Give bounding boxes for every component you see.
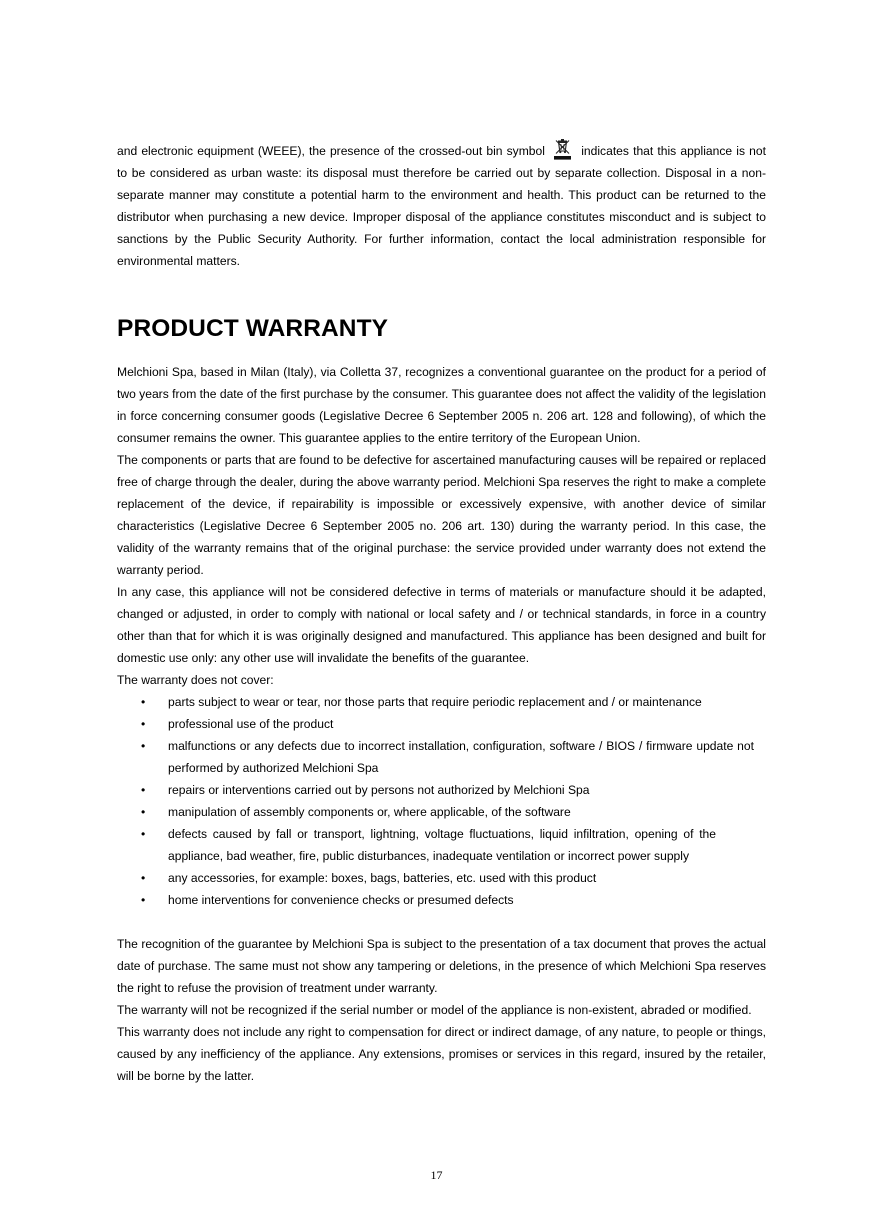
warranty-paragraph-3: In any case, this appliance will not be considered defective in terms of materials or manufacture should it be adapted, changed or adjusted, in order to comply with national or local safety and / or technical standards, in force in a country other than that for which it is was originally designed and manufactured. This appliance has been designed and built for domestic use only: any other use will invalidate the benefits of the guarantee. [117,585,766,665]
exclusions-list [117,691,766,911]
bullet-icon: • [141,783,146,797]
page-number: 17 [430,1168,443,1182]
paragraph-spacer [117,911,766,933]
warranty-not-cover-intro: The warranty does not cover: [117,673,274,687]
bullet-icon: • [141,827,146,841]
list-item: • repairs or interventions carried out by persons not authorized by Melchioni Spa [117,779,766,801]
list-item: • defects caused by fall or transport, lightning, voltage fluctuations, liquid infiltration, opening of the appliance, bad weather, fire, public disturbances, inadequate ventilation or incorrect power supply [117,823,766,867]
bullet-icon: • [141,871,146,885]
list-item: • home interventions for convenience checks or presumed defects [117,889,766,911]
bullet-icon: • [141,717,146,731]
bullet-icon: • [141,695,146,709]
list-item: • professional use of the product [117,713,766,735]
list-item: • manipulation of assembly components or, where applicable, of the software [117,801,766,823]
weee-text-after-icon: indicates that this appliance is not to be considered as urban waste: its disposal must therefore be carried out by separate collection. Disposal in a non-separate manner may constitute a potential harm to the environment and health. This product can be returned to the distributor when purchasing a new device. Improper disposal of the appliance constitutes misconduct and is subject to sanctions by the Public Security Authority. For further information, contact the local administration responsible for environmental matters. [117,144,766,268]
bullet-icon: • [141,739,146,753]
section-heading: PRODUCT WARRANTY [117,315,389,342]
crossed-out-bin-icon [551,139,575,161]
warranty-body [117,361,766,1087]
warranty-paragraph-1: Melchioni Spa, based in Milan (Italy), via Colletta 37, recognizes a conventional guarantee on the product for a period of two years from the date of the first purchase by the consumer. This guarantee does not affect the validity of the legislation in force concerning consumer goods (Legislative Decree 6 September 2005 n. 206 art. 128 and following), of which the consumer remains the owner. This guarantee applies to the entire territory of the European Union. [117,365,766,445]
warranty-paragraph-6: The warranty will not be recognized if the serial number or model of the appliance is non-existent, abraded or modified. [117,1003,752,1017]
warranty-paragraph-5: The recognition of the guarantee by Melchioni Spa is subject to the presentation of a tax document that proves the actual date of purchase. The same must not show any tampering or deletions, in the presence of which Melchioni Spa reserves the right to refuse the provision of treatment under warranty. [117,937,766,995]
warranty-paragraph-2: The components or parts that are found to be defective for ascertained manufacturing causes will be repaired or replaced free of charge through the dealer, during the above warranty period. Melchioni Spa reserves the right to make a complete replacement of the device, if repairability is impossible or excessively expensive, with another device of similar characteristics (Legislative Decree 6 September 2005 no. 206 art. 130) during the warranty period. In this case, the validity of the warranty remains that of the original purchase: the service provided under warranty does not extend the warranty period. [117,453,766,577]
list-item: • any accessories, for example: boxes, bags, batteries, etc. used with this product [117,867,766,889]
warranty-paragraph-7: This warranty does not include any right to compensation for direct or indirect damage, of any nature, to people or things, caused by any inefficiency of the appliance. Any extensions, promises or services in this regard, insured by the retailer, will be borne by the latter. [117,1025,766,1083]
list-item: • parts subject to wear or tear, nor those parts that require periodic replacement and / or maintenance [117,691,766,713]
list-item: • malfunctions or any defects due to incorrect installation, configuration, software / BIOS / firmware update not performed by authorized Melchioni Spa [117,735,766,779]
bullet-icon: • [141,805,146,819]
bullet-icon: • [141,893,146,907]
weee-text-before-icon: and electronic equipment (WEEE), the presence of the crossed-out bin symbol [117,144,545,158]
weee-disposal-paragraph [117,139,766,272]
